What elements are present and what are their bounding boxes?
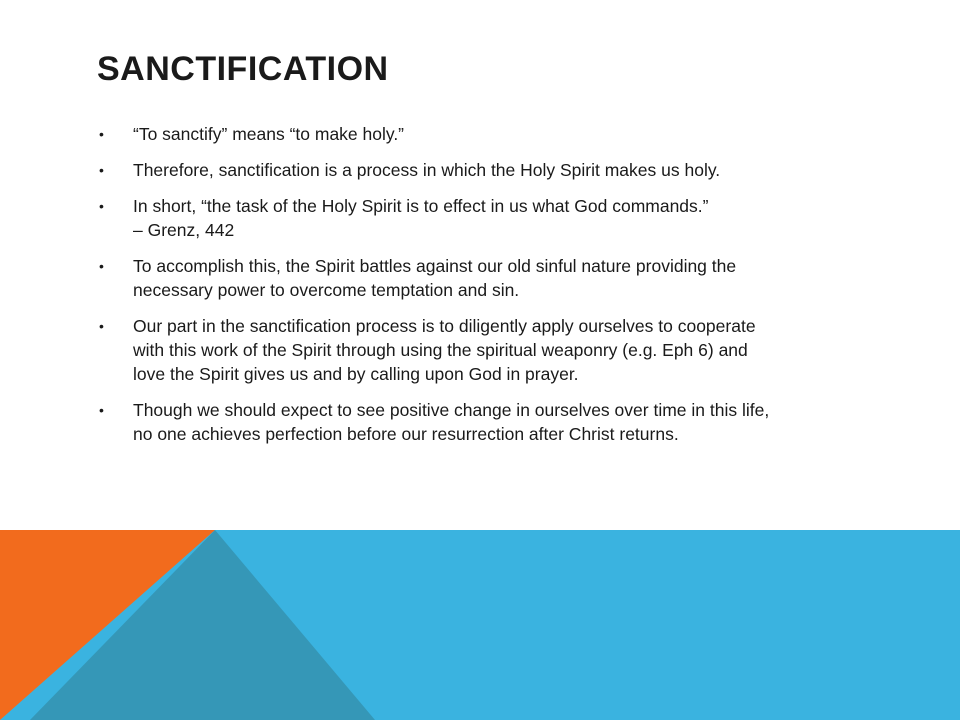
bullet-item [97, 314, 877, 386]
bullet-text: Therefore, sanctification is a process in which the Holy Spirit makes us holy. [133, 160, 721, 180]
bullet-list [97, 122, 877, 458]
bullet-item [97, 122, 877, 146]
bullet-marker: • [99, 318, 104, 334]
bullet-marker: • [99, 198, 104, 214]
bullet-marker: • [99, 162, 104, 178]
bullet-item [97, 398, 877, 446]
bullet-item [97, 254, 877, 302]
bullet-item [97, 158, 877, 182]
bullet-text: In short, “the task of the Holy Spirit is to effect in us what God commands.” [133, 196, 709, 216]
decorative-band [0, 530, 960, 720]
bullet-text: To accomplish this, the Spirit battles against our old sinful nature providing the [133, 256, 737, 276]
bullet-marker: • [99, 258, 104, 274]
bullet-text: “To sanctify” means “to make holy.” [133, 124, 405, 144]
bullet-marker: • [99, 126, 104, 142]
bullet-text: Though we should expect to see positive change in ourselves over time in this life, [133, 400, 770, 420]
bullet-citation: – Grenz, 442 [133, 220, 235, 240]
bullet-text: love the Spirit gives us and by calling upon God in prayer. [133, 364, 579, 384]
bullet-text: no one achieves perfection before our resurrection after Christ returns. [133, 424, 679, 444]
bullet-marker: • [99, 402, 104, 418]
bullet-text: Our part in the sanctification process is to diligently apply ourselves to cooperate [133, 316, 756, 336]
bullet-text: necessary power to overcome temptation and sin. [133, 280, 520, 300]
bullet-item [97, 194, 877, 242]
bullet-text: with this work of the Spirit through using the spiritual weaponry (e.g. Eph 6) and [133, 340, 748, 360]
slide-title: SANCTIFICATION [97, 50, 389, 88]
